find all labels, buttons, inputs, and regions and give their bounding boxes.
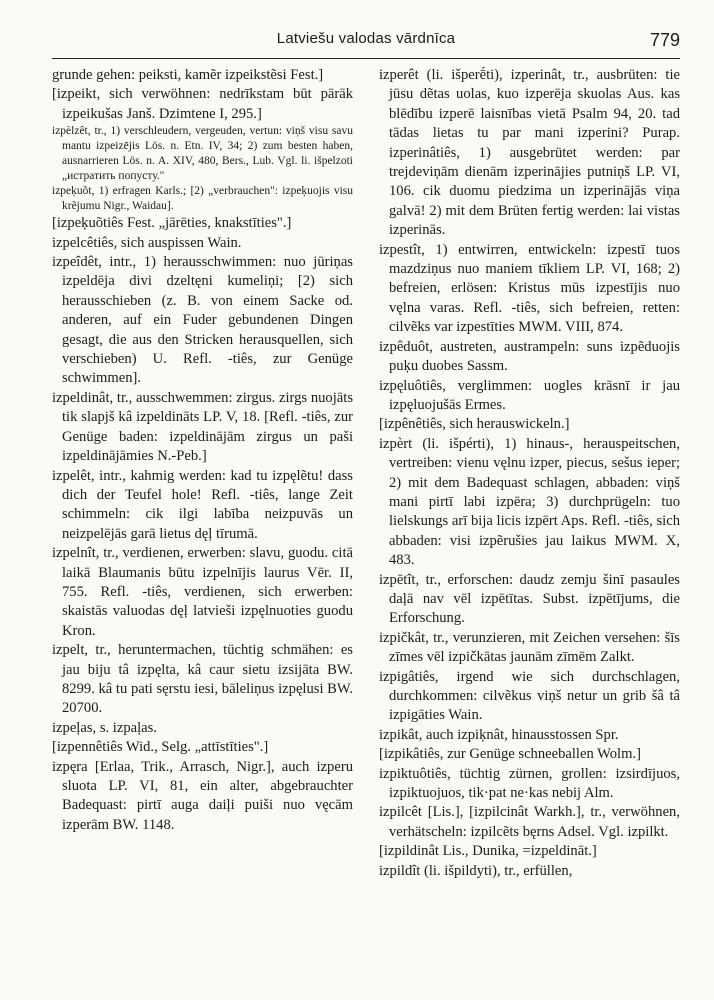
dictionary-entry: izpeķuõt, 1) erfragen Karls.; [2) „verbrauchen": izpeķuojis visu krẽjumu Nigr., Waidau]. bbox=[52, 185, 353, 213]
dictionary-entry: izpigâtiês, irgend wie sich durchschlagen, durchkommen: cilvẽkus viņš netur un grib šâ tâ izpigāties Wain. bbox=[379, 668, 680, 724]
dictionary-entry: izpeîdêt, intr., 1) herausschwimmen: nuo jūriņas izpeldēja divi dzeltęni kumeliņi; [2) sich herausschieben (z. B. von einem Sacke od. anderen, auf ein Fuder gebundenen Dingen gesagt, die aus den Stricken herausquellen, sich verschieben) U. Refl. -tiês, zur Genüge schwimmen]. bbox=[52, 254, 353, 387]
dictionary-entry: izperêt (li. išperḗti), izperinât, tr., ausbrüten: tie jūsu dẽtas uolas, kuo izperēja skuolas Aus. kas blēdību izperē laisnības vietā Psalm 94, 20. tad tādas lietas tu par mani izperini? Purap. izperinâtiês, 1) ausgebrütet werden: par trejdeviņām dienām izperinājies putniņš LP. VI, 106. cik duomu piedzima un izperinājās viņa galvā! 2) mit dem Brüten fertig werden: lai vistas izperinās. bbox=[379, 67, 680, 239]
dictionary-entry: [izpikâtiês, zur Genüge schneeballen Wolm.] bbox=[379, 746, 641, 763]
dictionary-entry: izpiktuôtiês, tüchtig zürnen, grollen: izsirdījuos, izpiktuojuos, tik·pat ne·kas nebij Alm. bbox=[379, 765, 680, 802]
running-title: Latviešu valodas vārdnīca bbox=[276, 30, 456, 47]
dictionary-entry: [izpildinât Lis., Dunika, =izpeldināt.] bbox=[379, 843, 597, 860]
dictionary-entry: izpelnît, tr., verdienen, erwerben: slavu, guodu. citā laikā Blaumanis būtu izpelnījis laurus Vēr. II, 755. Refl. -tiês, verdienen, sich erwerben: skaistās valuodas dęļ latvieši izpęlnuoties guodu Kron. bbox=[52, 545, 353, 639]
dictionary-entry: izpičkât, tr., verunzieren, mit Zeichen versehen: šīs zīmes vēl izpičkātas jaunām zīmēm Zalkt. bbox=[379, 629, 680, 666]
dictionary-entry: [izpennêtiês Wid., Selg. „attīstīties".] bbox=[52, 739, 269, 756]
right-column bbox=[379, 66, 680, 881]
dictionary-entry: izpeldinât, tr., ausschwemmen: zirgus. zirgs nuojāts tik slapjš kâ izpeldināts LP. V, 18. [Refl. -tiês, zur Genüge baden: izpeldinājām zirgus un paši izpeldinājāmies N.-Peb.] bbox=[52, 389, 353, 465]
dictionary-entry: izpilcêt [Lis.], [izpilcinât Warkh.], tr., verwöhnen, verhätscheln: izpilcẽts bęrns Adsel. Vgl. izpilkt. bbox=[379, 804, 680, 840]
dictionary-entry: izpelêt, intr., kahmig werden: kad tu izpęlẽtu! dass dich der Teufel hole! Refl. -tiês, lange Zeit schimmeln: cik ilgi labība neizpuvās un neizpelējās garā lietus dęļ tīrumā. bbox=[52, 467, 353, 542]
dictionary-entry: izpelt, tr., heruntermachen, tüchtig schmähen: es jau biju tâ izpęlta, kâ caur sietu izsijāta BW. 8299. kâ tu pati sęrstu iesi, bāleliņus izpęlusi BW. 20700. bbox=[52, 642, 353, 717]
dictionary-entry: [izpeķuõtiês Fest. „jārēties, knakstīties".] bbox=[52, 215, 292, 232]
dictionary-entry: [izpênêtiês, sich herauswickeln.] bbox=[379, 416, 570, 433]
entry-columns bbox=[52, 66, 680, 881]
dictionary-entry: izpèlzêt, tr., 1) verschleudern, vergeuden, vertun: viņš visu savu mantu izpeizējis Lös. n. Etn. IV, 34; 2) zum besten haben, ausnarrieren Lös. n. A. XIV, 480, Bers., Lub. Vgl. li. išpelzoti „истратить попусту." bbox=[52, 125, 353, 183]
dictionary-entry: grunde gehen: peiksti, kamẽr izpeikstẽsi Fest.] bbox=[52, 67, 324, 83]
dictionary-entry: izpèrt (li. išpérti), 1) hinaus-, herauspeitschen, vertreiben: vienu vęlnu izper, piecus, sešus ieper; 2) mit dem Badequast schlagen, abbaden: viņš mani pirtī labi izpēra; 3) durchprügeln: tuo lielskungs arī bija licis izpērt Aps. Refl. -tiês, sich abbaden: visi izpẽrušies jau laikus MWM. X, 483. bbox=[379, 435, 680, 569]
dictionary-entry: izpêduôt, austreten, austrampeln: suns izpẽduojis puķu duobes Sassm. bbox=[379, 338, 680, 375]
header-rule bbox=[52, 58, 680, 59]
page-number: 779 bbox=[649, 30, 680, 50]
dictionary-entry: izpęluôtiês, verglimmen: uogles krāsnī ir jau izpęluojušās Ermes. bbox=[379, 377, 680, 413]
dictionary-entry: [izpeikt, sich verwöhnen: nedrīkstam būt pārāk izpeikušas Janš. Dzimtene I, 295.] bbox=[52, 86, 353, 122]
dictionary-entry: izpētît, tr., erforschen: daudz zemju šinī pasaules daļā nav vēl izpētītas. Subst. izpētījums, die Erforschung. bbox=[379, 571, 680, 627]
dictionary-entry: izpestît, 1) entwirren, entwickeln: izpestī tuos mazdziņus nuo maniem tīkliem LP. VI, 168; 2) befreien, erlösen: Kristus mūs izpestījis nuo vęlna varas. Refl. -tiês, sich befreien, retten: cilvẽks var izpestīties MWM. VIII, 874. bbox=[379, 241, 680, 336]
dictionary-entry: izpildît (li. išpildyti), tr., erfüllen, bbox=[379, 862, 573, 879]
dictionary-entry: izpelcêtiês, sich auspissen Wain. bbox=[52, 234, 242, 251]
dictionary-entry: izpikât, auch izpiķnât, hinausstossen Spr. bbox=[379, 726, 619, 743]
page-header bbox=[52, 28, 680, 58]
dictionary-entry: izpeļas, s. izpaļas. bbox=[52, 719, 157, 736]
dictionary-entry: izpęra [Erlaa, Trik., Arrasch, Nigr.], auch izperu sluota LP. VI, 81, ein alter, abgebrauchter Badequast: pirtī auga daiļi puiši nuo vęcām izperām BW. 1148. bbox=[52, 758, 353, 833]
left-column bbox=[52, 66, 353, 881]
